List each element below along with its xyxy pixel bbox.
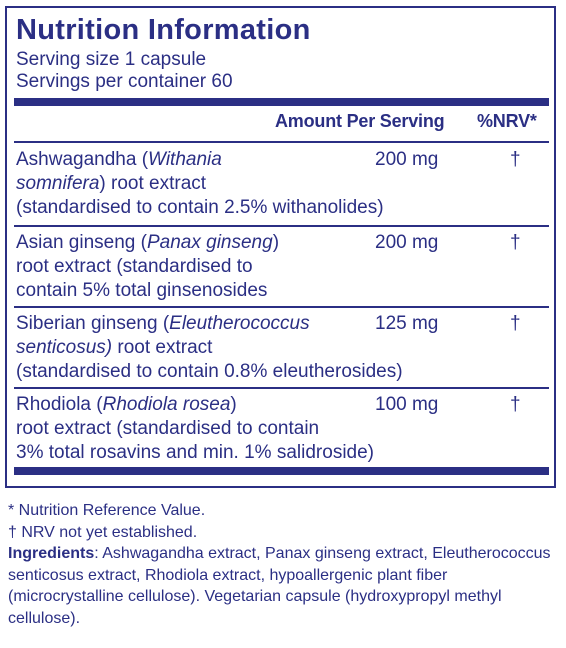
ingredients-statement xyxy=(8,543,560,629)
ingredient-line xyxy=(16,393,439,417)
text-plain: (standardised to contain 2.5% withanolides) xyxy=(16,197,384,218)
row-divider xyxy=(14,387,549,389)
ingredient-line xyxy=(16,417,436,441)
ingredient-line xyxy=(16,441,436,465)
text-plain: 3% total rosavins and min. 1% salidroside) xyxy=(16,442,375,463)
text-italic: Panax ginseng xyxy=(146,232,273,253)
ingredient-nrv: † xyxy=(510,313,521,334)
text-italic: somnifera xyxy=(16,173,100,194)
ingredient-amount: 100 mg xyxy=(375,394,439,415)
text-plain: root extract xyxy=(112,337,213,358)
ingredient-line xyxy=(16,360,436,384)
row-divider xyxy=(14,225,549,227)
text-plain: contain 5% total ginsenosides xyxy=(16,280,268,301)
ingredient-amount: 200 mg xyxy=(375,232,439,253)
nrv-footnote: * Nutrition Reference Value. xyxy=(8,502,206,519)
ingredient-line xyxy=(16,148,439,172)
row-divider xyxy=(14,141,549,143)
ingredient-line xyxy=(16,312,439,336)
ingredient-line xyxy=(16,172,436,196)
ingredient-line xyxy=(16,255,436,279)
header-amount-per-serving: Amount Per Serving xyxy=(275,111,445,131)
ingredient-amount: 125 mg xyxy=(375,313,439,334)
ingredient-name xyxy=(16,231,439,303)
footnotes xyxy=(8,500,560,629)
ingredient-nrv: † xyxy=(510,394,521,415)
ingredient-name xyxy=(16,148,439,220)
header-rule xyxy=(14,98,549,106)
text-plain: Siberian ginseng ( xyxy=(16,313,170,334)
row-divider xyxy=(14,306,549,308)
header-nrv: %NRV* xyxy=(477,111,537,131)
nutrition-panel xyxy=(5,6,556,488)
text-plain: Rhodiola ( xyxy=(16,394,103,415)
ingredient-line xyxy=(16,336,436,360)
text-plain: Ashwagandha ( xyxy=(16,149,149,170)
text-plain: ) xyxy=(230,394,237,415)
text-italic: Eleutherococcus xyxy=(169,313,310,334)
text-plain: (standardised to contain 0.8% eleutherosides) xyxy=(16,361,403,382)
ingredient-nrv: † xyxy=(510,232,521,253)
ingredients-label: Ingredients xyxy=(8,545,95,562)
text-italic: Withania xyxy=(148,149,222,170)
panel-title: Nutrition Information xyxy=(16,14,311,46)
text-plain: root extract (standardised to xyxy=(16,256,253,277)
text-plain: Asian ginseng ( xyxy=(16,232,147,253)
servings-per-container: Servings per container 60 xyxy=(16,71,233,92)
ingredient-nrv: † xyxy=(510,149,521,170)
ingredient-amount: 200 mg xyxy=(375,149,439,170)
text-plain: root extract (standardised to contain xyxy=(16,418,320,439)
ingredient-name xyxy=(16,393,439,465)
ingredient-line xyxy=(16,196,436,220)
text-plain: ) xyxy=(272,232,280,253)
ingredient-line xyxy=(16,231,439,255)
text-italic: senticosus) xyxy=(16,337,113,358)
dagger-footnote: † NRV not yet established. xyxy=(8,523,198,541)
ingredient-line xyxy=(16,279,436,303)
text-plain: ) root extract xyxy=(99,173,207,194)
serving-size: Serving size 1 capsule xyxy=(16,49,207,70)
ingredient-name xyxy=(16,312,439,384)
ingredients-text: : Ashwagandha extract, Panax ginseng extract, Eleutherococcus senticosus extract, Rhodiola extract, hypoallergenic plant fiber (microcrystalline cellulose). Vegetarian capsule (hydroxypropyl methyl cellulose). xyxy=(8,545,551,627)
footer-rule xyxy=(14,467,549,475)
text-italic: Rhodiola rosea xyxy=(102,394,231,415)
